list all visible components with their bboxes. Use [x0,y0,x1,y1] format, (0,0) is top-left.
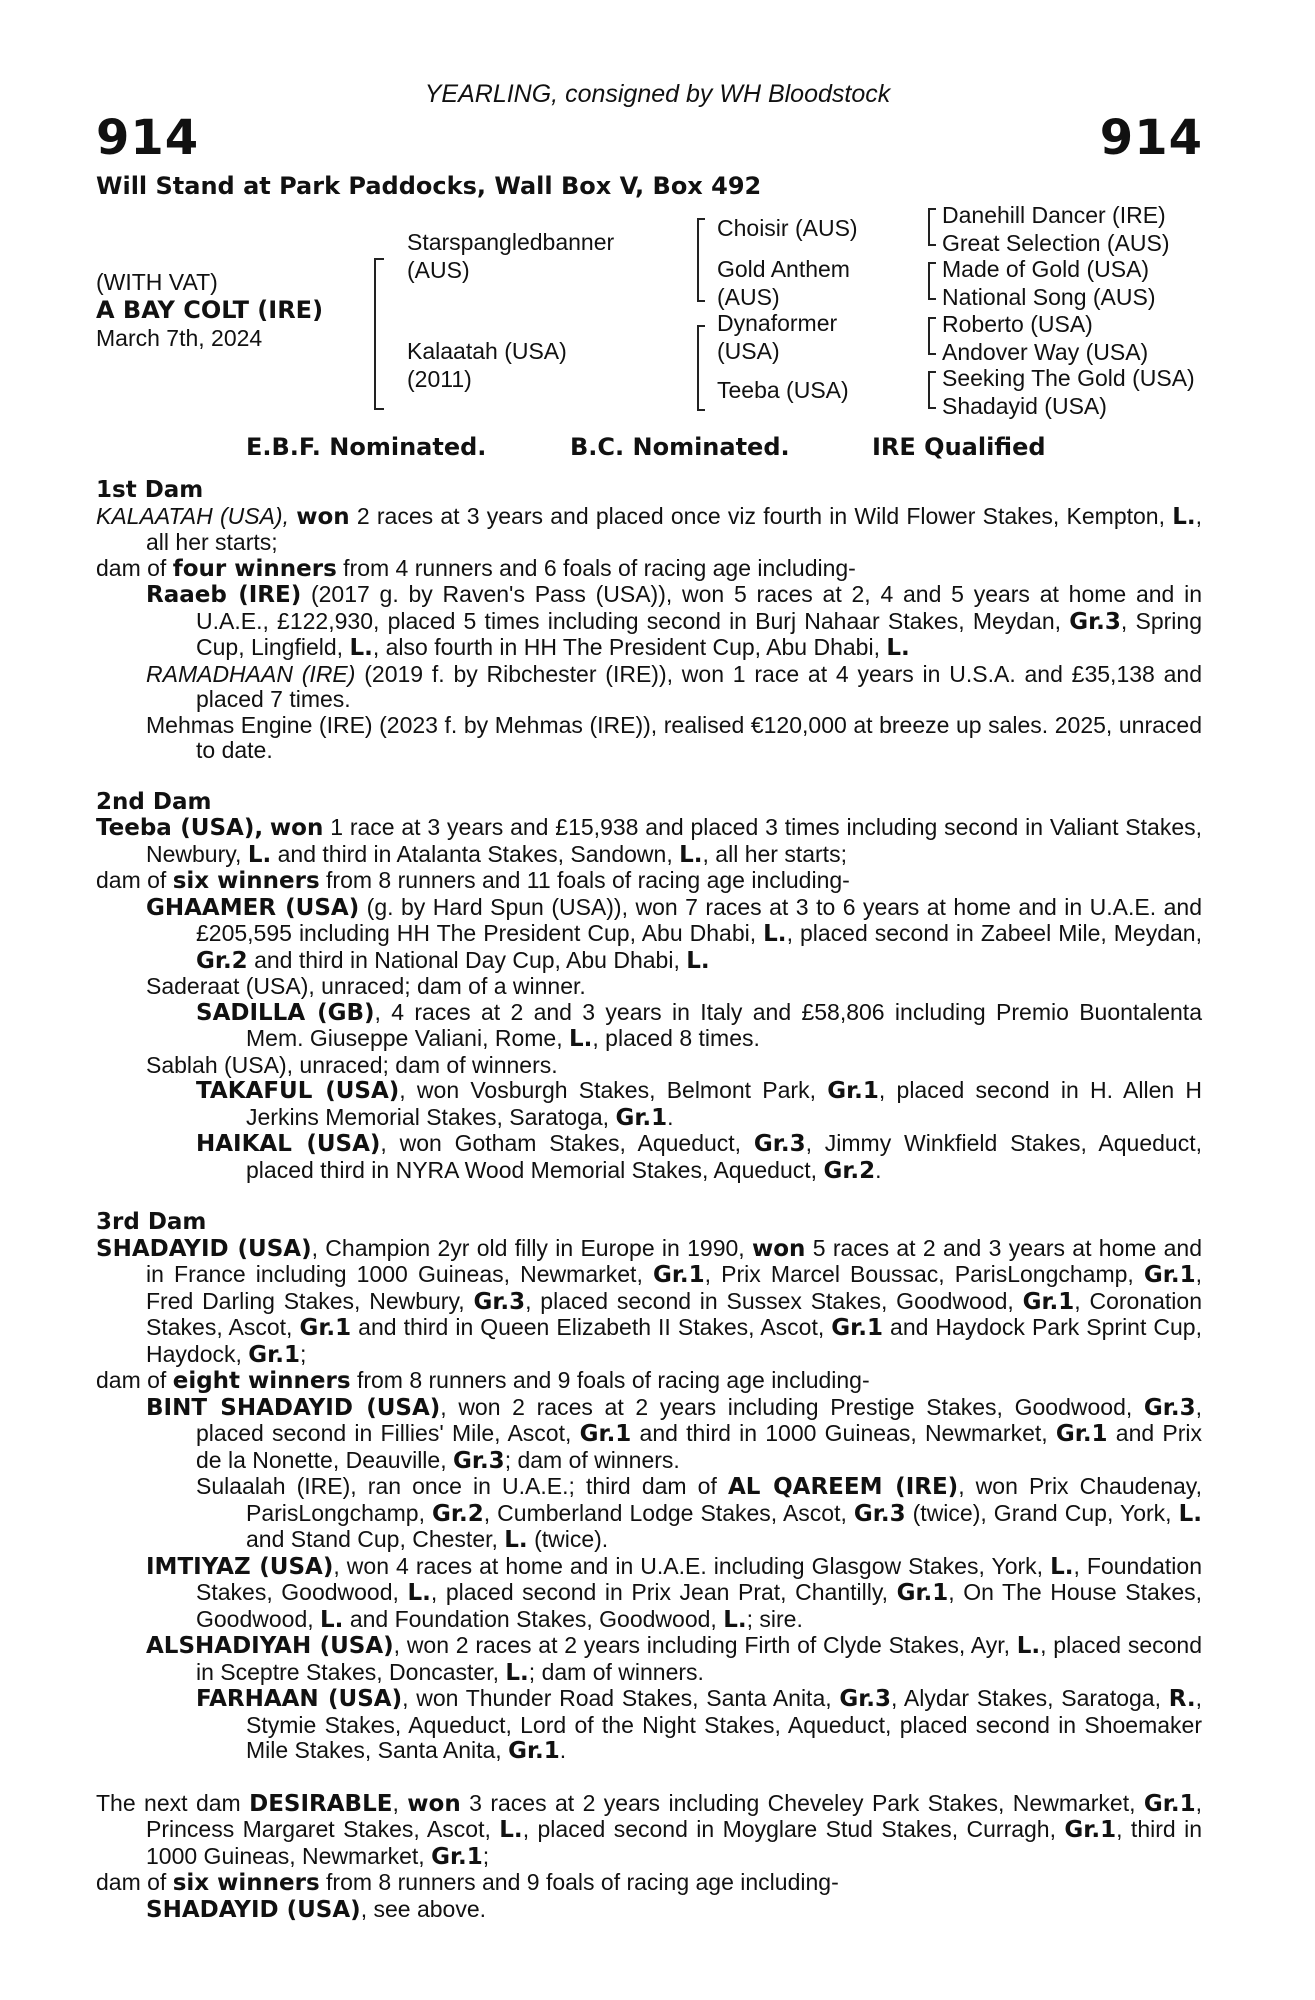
brace-gen3-3 [928,317,936,355]
bc-nominated: B.C. Nominated. [570,433,790,461]
vat-note: (WITH VAT) [96,269,218,295]
first-dam-heading: 1st Dam [96,477,204,503]
next-dam-entry: The next dam DESIRABLE, won 3 races at 2 years including Cheveley Park Stakes, Newmarket, Gr.1, Princess Margaret Stakes, Ascot, L., placed second in Moyglare Stud Stakes, Curragh, Gr.1, third in 1000 Guineas, Newmarket, Gr.1; [96,1789,1202,1870]
brace-sire-line [697,218,705,302]
third-dam-foals [146,1395,1202,1765]
foal-takaful: TAKAFUL (USA), won Vosburgh Stakes, Belmont Park, Gr.1, placed second in H. Allen H Jerkins Memorial Stakes, Saratoga, Gr.1. [196,1077,1203,1131]
horse-dob: March 7th, 2024 [96,325,263,351]
lot-number-right: 914 [1099,110,1203,166]
pedigree-sire-sire: Choisir (AUS) [717,215,858,241]
second-dam-heading: 2nd Dam [96,788,212,815]
foal-sadilla: SADILLA (GB), 4 races at 2 and 3 years in Italy and £58,806 including Premio Buontalenta Mem. Giuseppe Valiani, Rome, L., placed 8 times. [196,998,1202,1052]
foal-imtiyaz: IMTIYAZ (USA), won 4 races at home and in U.A.E. including Glasgow Stakes, York, L., Foundation Stakes, Goodwood, L., placed second in Prix Jean Prat, Chantilly, Gr.1, On The House Stakes, Goodwood, L. and Foundation Stakes, Goodwood, L.; sire. [146,1552,1203,1633]
second-dam-entry: Teeba (USA), won 1 race at 3 years and £15,938 and placed 3 times including second in Valiant Stakes, Newbury, L. and third in Atalanta Stakes, Sandown, L., all her starts; [96,814,1203,868]
foal-farhaan: FARHAAN (USA), won Thunder Road Stakes, Santa Anita, Gr.3, Alydar Stakes, Saratoga, R., Stymie Stakes, Aqueduct, Lord of the Night Stakes, Aqueduct, placed second in Shoemaker Mile Stakes, Santa Anita, Gr.1. [196,1685,1202,1764]
brace-sire-dam [374,258,384,410]
first-dam-produce: dam of four winners from 4 runners and 6 foals of racing age including- [96,554,856,582]
ebf-nominated: E.B.F. Nominated. [246,433,487,461]
stand-location: Will Stand at Park Paddocks, Wall Box V, Box 492 [96,172,762,200]
second-dam-produce: dam of six winners from 8 runners and 11 foals of racing age including- [96,867,850,894]
bint-shadayid-produce [196,1474,1202,1554]
pedigree-dam-dam: Teeba (USA) [717,377,849,403]
next-dam-foal-shadayid: SHADAYID (USA), see above. [146,1895,486,1923]
saderaat-produce [196,1000,1202,1053]
foal-ghaamer: GHAAMER (USA) (g. by Hard Spun (USA)), won 7 races at 3 to 6 years at home and in U.A.E. and £205,595 including HH The President Cup, Abu Dhabi, L., placed second in Zabeel Mile, Meydan, Gr.2 and third in National Day Cup, Abu Dhabi, L. [146,893,1202,974]
sablah-produce [196,1078,1202,1184]
brace-gen3-4 [928,371,936,409]
third-dam-produce: dam of eight winners from 8 runners and 9 foals of racing age including- [96,1367,870,1394]
pedigree-gen3-b: Made of Gold (USA) National Song (AUS) [942,256,1156,310]
ire-qualified: IRE Qualified [872,433,1046,461]
brace-gen3-1 [928,208,936,246]
second-dam-foals [146,895,1202,1185]
first-dam-foals [146,582,1202,764]
foal-mehmas-engine: Mehmas Engine (IRE) (2023 f. by Mehmas (IRE)), realised €120,000 at breeze up sales. 2025, unraced to date. [146,711,1202,763]
pedigree-gen3-d: Seeking The Gold (USA) Shadayid (USA) [942,365,1195,419]
alshadiyah-produce [196,1686,1202,1765]
third-dam-heading: 3rd Dam [96,1209,207,1235]
first-dam-entry: KALAATAH (USA), won 2 races at 3 years and placed once viz fourth in Wild Flower Stakes, Kempton, L., all her starts; [96,502,1202,555]
consignment-line: YEARLING, consigned by WH Bloodstock [424,80,891,108]
horse-name: A BAY COLT (IRE) [96,296,324,324]
foal-bint-shadayid: BINT SHADAYID (USA), won 2 races at 2 years including Prestige Stakes, Goodwood, Gr.3, placed second in Fillies' Mile, Ascot, Gr.1 and third in 1000 Guineas, Newmarket, Gr.1 and Prix de la Nonette, Deauville, Gr.3; dam of winners. [146,1393,1203,1474]
pedigree-gen3-a: Danehill Dancer (IRE) Great Selection (AUS) [942,202,1170,256]
brace-dam-line [697,325,705,411]
third-dam-entry: SHADAYID (USA), Champion 2yr old filly in Europe in 1990, won 5 races at 2 and 3 years at home and in France including 1000 Guineas, Newmarket, Gr.1, Prix Marcel Boussac, ParisLongchamp, Gr.1, Fred Darling Stakes, Newbury, Gr.3, placed second in Sussex Stakes, Goodwood, Gr.1, Coronation Stakes, Ascot, Gr.1 and third in Queen Elizabeth II Stakes, Ascot, Gr.1 and Haydock Park Sprint Cup, Haydock, Gr.1; [96,1234,1202,1368]
pedigree-sire: Starspangledbanner (AUS) [407,229,615,283]
foal-sulaalah: Sulaalah (IRE), ran once in U.A.E.; third dam of AL QAREEM (IRE), won Prix Chaudenay, ParisLongchamp, Gr.2, Cumberland Lodge Stakes, Ascot, Gr.3 (twice), Grand Cup, York, L. and Stand Cup, Chester, L. (twice). [196,1473,1202,1553]
foal-saderaat: Saderaat (USA), unraced; dam of a winner. [146,973,586,999]
pedigree-dam: Kalaatah (USA) (2011) [407,338,567,392]
foal-sablah: Sablah (USA), unraced; dam of winners. [146,1051,558,1078]
brace-gen3-2 [928,262,936,300]
next-dam-produce: dam of six winners from 8 runners and 9 foals of racing age including- [96,1869,839,1896]
pedigree-gen3-c: Roberto (USA) Andover Way (USA) [942,311,1149,365]
foal-raaeb: Raaeb (IRE) (2017 g. by Raven's Pass (USA)), won 5 races at 2, 4 and 5 years at home and in U.A.E., £122,930, placed 5 times including second in Burj Nahaar Stakes, Meydan, Gr.3, Spring Cup, Lingfield, L., also fourth in HH The President Cup, Abu Dhabi, L. [146,581,1202,661]
foal-ramadhaan: RAMADHAAN (IRE) (2019 f. by Ribchester (IRE)), won 1 race at 4 years in U.S.A. and £35,138 and placed 7 times. [146,660,1203,712]
pedigree-sire-dam: Gold Anthem (AUS) [717,256,850,310]
foal-haikal: HAIKAL (USA), won Gotham Stakes, Aqueduct, Gr.3, Jimmy Winkfield Stakes, Aqueduct, placed third in NYRA Wood Memorial Stakes, Aqueduct, Gr.2. [196,1130,1202,1184]
lot-number-left: 914 [96,110,200,166]
foal-alshadiyah: ALSHADIYAH (USA), won 2 races at 2 years including Firth of Clyde Stakes, Ayr, L., placed second in Sceptre Stakes, Doncaster, L.; dam of winners. [146,1632,1202,1686]
pedigree-dam-sire: Dynaformer (USA) [717,310,838,364]
spacer [96,1765,1202,1791]
horse-identity [96,268,323,352]
catalogue-body [96,478,1202,1923]
